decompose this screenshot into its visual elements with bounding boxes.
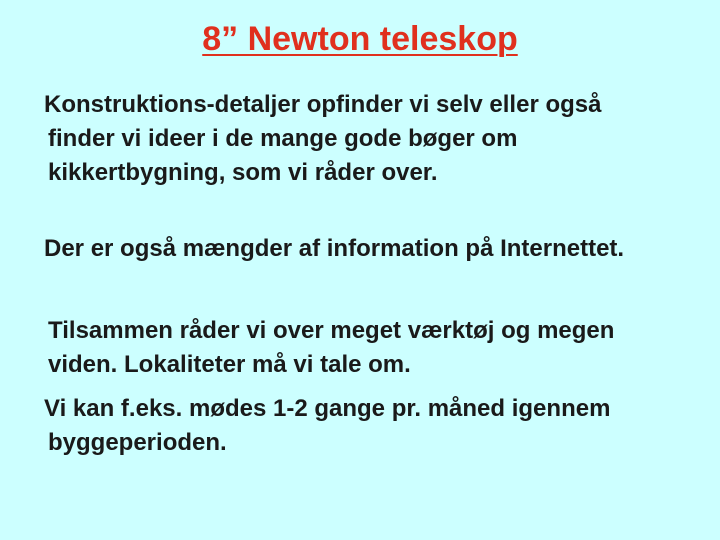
- paragraph-line: byggeperioden.: [48, 429, 227, 456]
- paragraph-meetings: [28, 392, 718, 460]
- paragraph-tools: [28, 314, 718, 382]
- paragraph-line: Vi kan f.eks. mødes 1-2 gange pr. måned igennem: [44, 395, 611, 422]
- paragraph-line: Der er også mængder af information på Internettet.: [44, 235, 625, 262]
- paragraph-line: finder vi ideer i de mange gode bøger om: [48, 125, 518, 152]
- paragraph-line: kikkertbygning, som vi råder over.: [48, 159, 438, 186]
- paragraph-construction: [28, 88, 718, 190]
- paragraph-line: viden. Lokaliteter må vi tale om.: [48, 351, 411, 378]
- paragraph-line: Tilsammen råder vi over meget værktøj og megen: [48, 317, 615, 344]
- slide-title: 8” Newton teleskop: [202, 20, 518, 58]
- paragraph-internet: [28, 232, 718, 266]
- paragraph-line: Konstruktions-detaljer opfinder vi selv eller også: [44, 91, 602, 118]
